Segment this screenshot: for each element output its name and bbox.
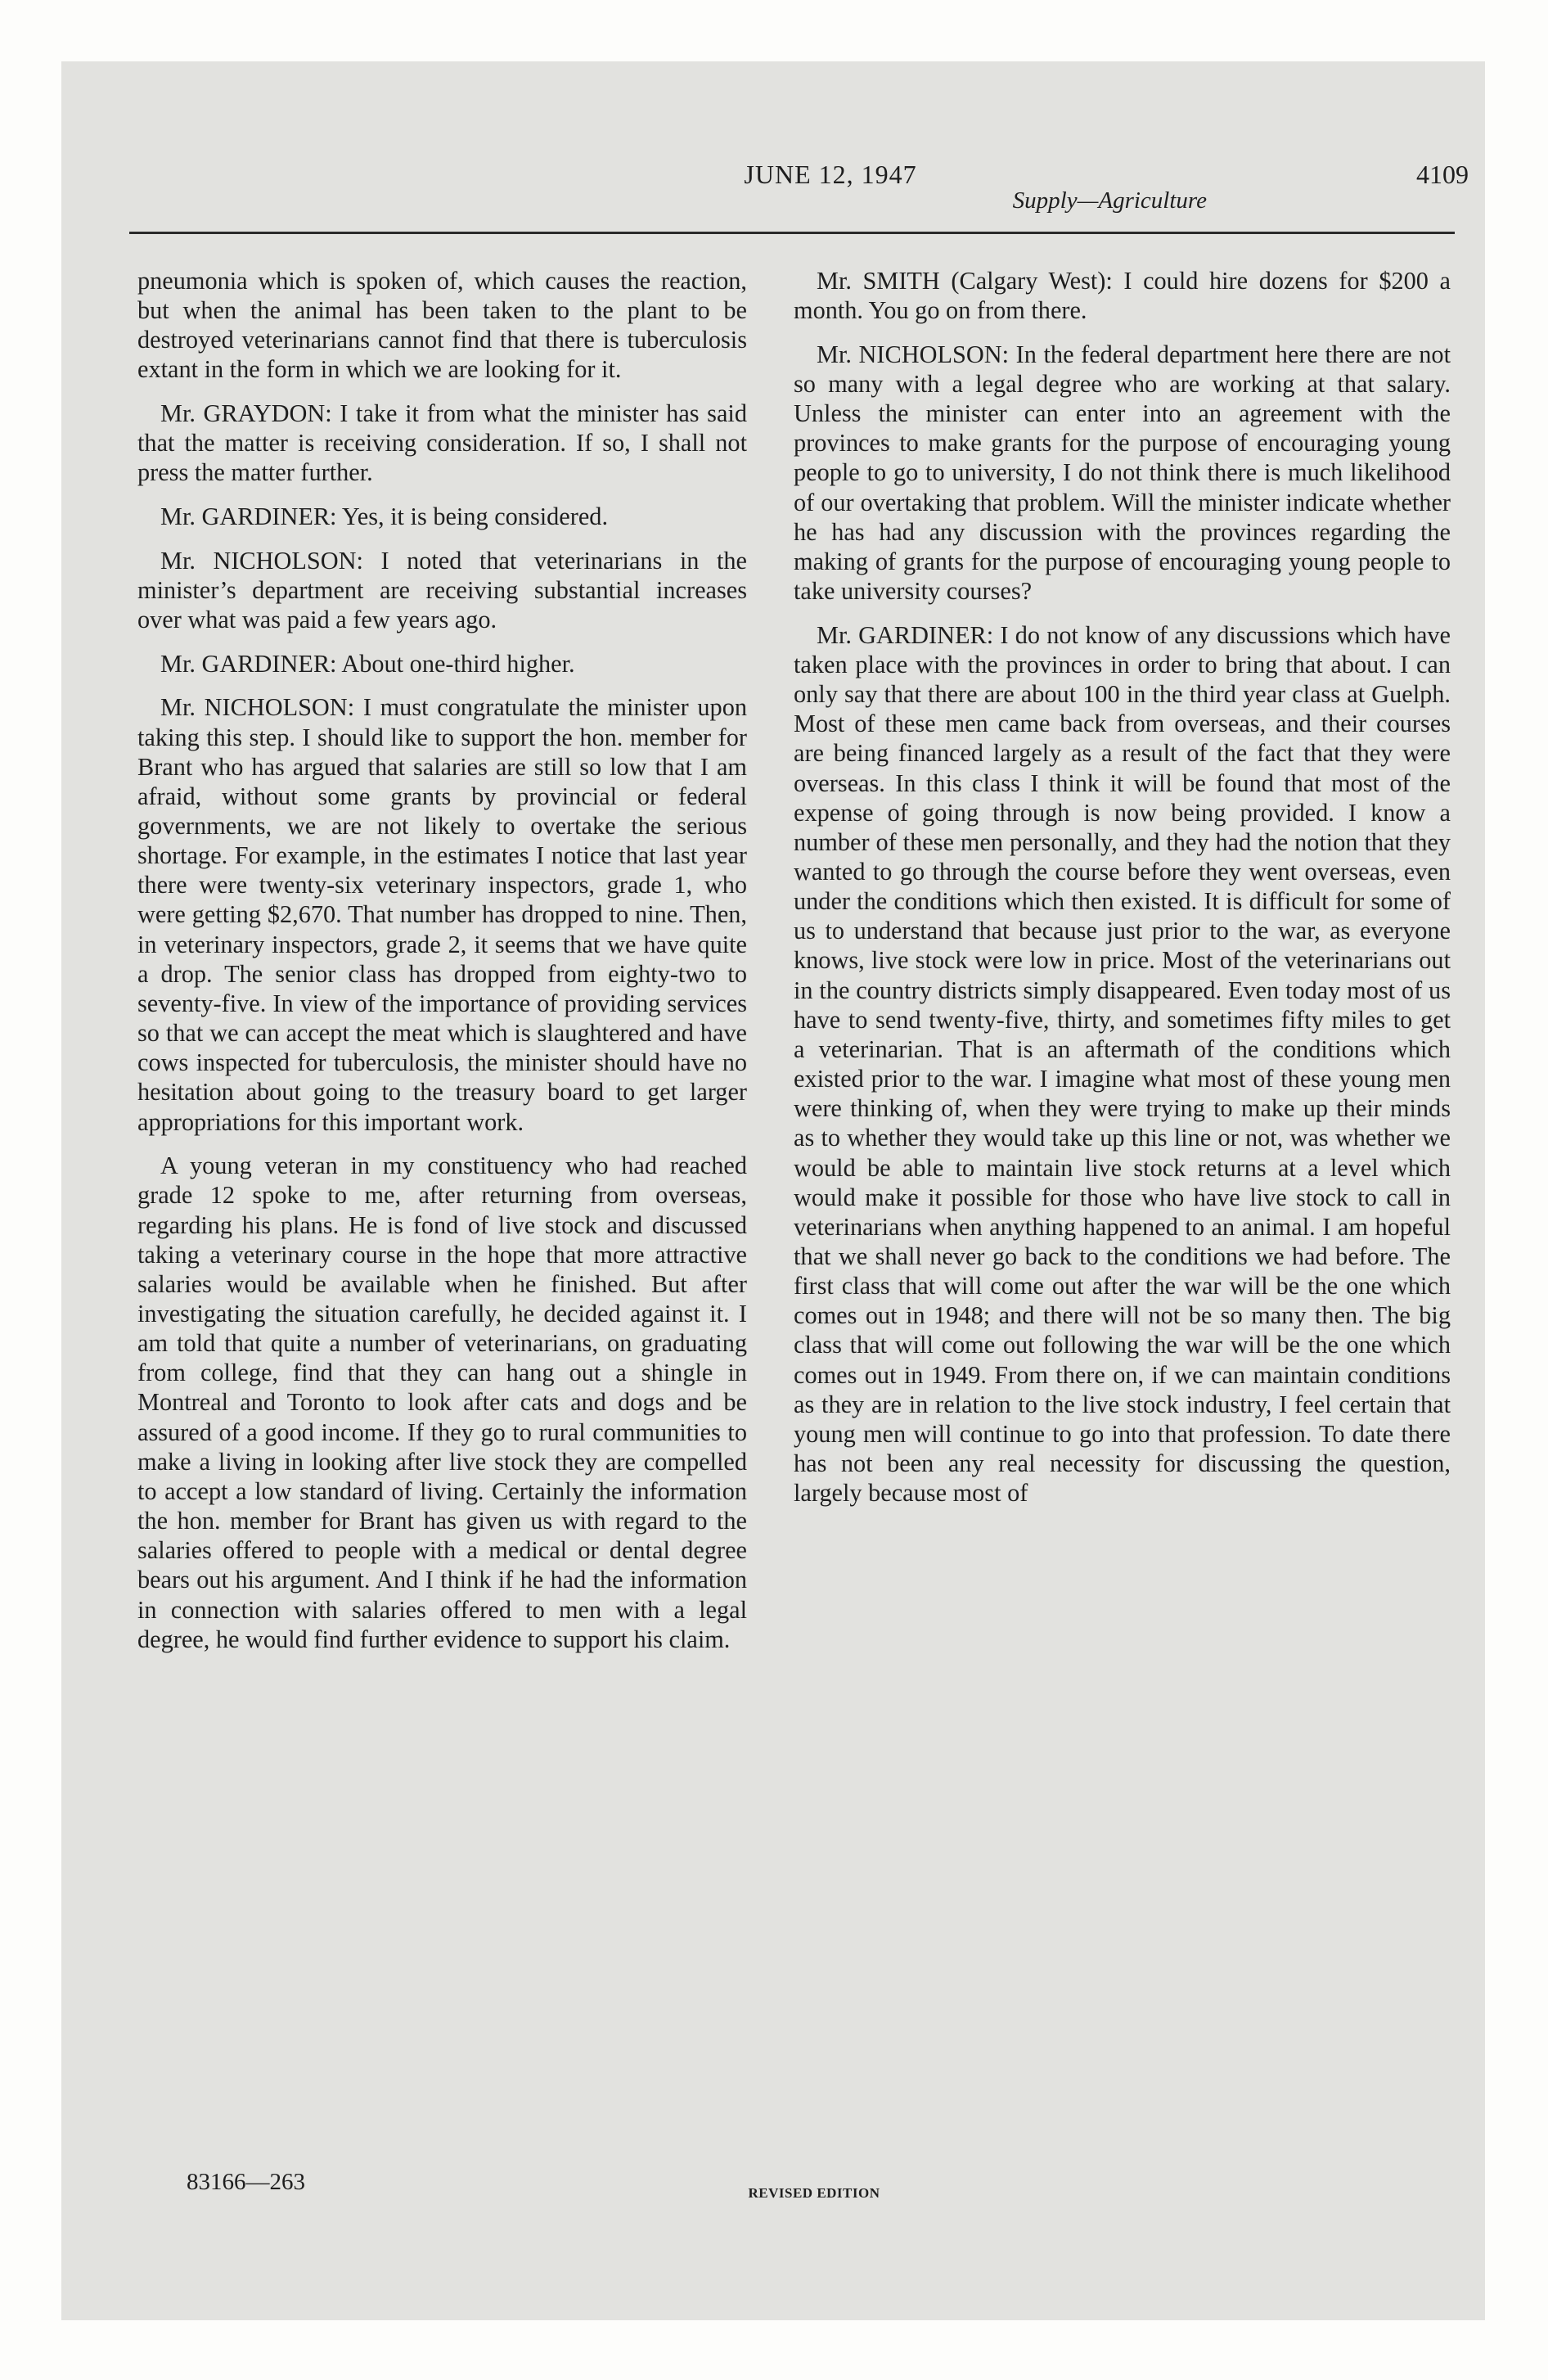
paragraph: Mr. NICHOLSON: I must congratulate the minister upon taking this step. I should like to support the hon. member for Brant who has argued that salaries are still so low that I am afraid, without some grants by provincial or federal governments, we are not likely to overtake the serious shortage. For example, in the estimates I notice that last year there were twenty-six veterinary inspectors, grade 1, who were getting $2,670. That number has dropped to nine. Then, in veterinary inspectors, grade 2, it seems that we have quite a drop. The senior class has dropped from eighty-two to seventy-five. In view of the importance of providing services so that we can accept the meat which is slaughtered and have cows inspected for tuberculosis, the minister should have no hesitation about going to the treasury board to get larger appropriations for this important work. [137,693,747,1136]
header-date: JUNE 12, 1947 [744,160,917,189]
paragraph: A young veteran in my constituency who had reached grade 12 spoke to me, after returning from overseas, regarding his plans. He is fond of live stock and discussed taking a veterinary course in the hope that more attractive salaries would be available when he finished. But after investigating the situation carefully, he decided against it. I am told that quite a number of veterinarians, on graduating from college, find that they can hang out a shingle in Montreal and Toronto to look after cats and dogs and be assured of a good income. If they go to rural communities to make a living in looking after live stock they are compelled to accept a low standard of living. Certainly the information the hon. member for Brant has given us with regard to the salaries offered to people with a medical or dental degree bears out his argument. And I think if he had the information in connection with salaries offered to men with a legal degree, he would find further evidence to support his claim. [137,1152,747,1653]
paragraph: Mr. NICHOLSON: I noted that veterinarians in the minister’s department are receiving substantial increases over what was paid a few years ago. [137,546,747,634]
paragraph: Mr. GARDINER: I do not know of any discussions which have taken place with the provinces in order to bring that about. I can only say that there are about 100 in the third year class at Guelph. Most of these men came back from overseas, and their courses are being financed largely as a result of the fact that they were overseas. In this class I think it will be found that most of the expense of going through is now being provided. I know a number of these men personally, and they had the notion that they wanted to go through the course before they went overseas, even under the conditions which then existed. It is difficult for some of us to understand that because just prior to the war, as everyone knows, live stock were low in price. Most of the veterinarians out in the country districts simply disappeared. Even today most of us have to send twenty-five, thirty, and sometimes fifty miles to get a veterinarian. That is an aftermath of the conditions which existed prior to the war. I imagine what most of these young men were thinking of, when they were trying to make up their minds as to whether they would take up this line or not, was whether we would be able to maintain live stock returns at a level which would make it possible for those who have live stock to call in veterinarians when anything happened to an animal. I am hopeful that we shall never go back to the conditions we had before. The first class that will come out after the war will be the one which comes out in 1948; and there will not be so many then. The big class that will come out following the war will be the one which comes out in 1949. From there on, if we can maintain conditions as they are in relation to the live stock industry, I feel certain that young men will continue to go into that profession. To date there has not been any real necessity for discussing the question, largely because most of [794,620,1451,1508]
page-content [61,61,1485,2320]
paragraph: Mr. NICHOLSON: In the federal department here there are not so many with a legal degree who are working at that salary. Unless the minister can enter into an agreement with the provinces to make grants for the purpose of encouraging young people to go to university, I do not think there is much likelihood of our overtaking that problem. Will the minister indicate whether he has had any discussion with the provinces regarding the making of grants for the purpose of encouraging young people to take university courses? [794,340,1451,606]
page-number: 4109 [1416,160,1469,189]
left-column [137,266,747,1668]
header-rule [129,232,1455,234]
paragraph: Mr. GARDINER: Yes, it is being considered. [160,503,609,531]
paragraph: Mr. GARDINER: About one-third higher. [160,649,575,678]
paragraph: Mr. GRAYDON: I take it from what the minister has said that the matter is receiving consideration. If so, I shall not press the matter further. [137,399,747,487]
paragraph: Mr. SMITH (Calgary West): I could hire dozens for $200 a month. You go on from there. [794,267,1451,325]
right-column [794,266,1451,1522]
paragraph: pneumonia which is spoken of, which causes the reaction, but when the animal has been taken to the plant to be destroyed veterinarians cannot find that there is tuberculosis extant in the form in which we are looking for it. [137,267,747,384]
section-title: Supply—Agriculture [1012,187,1207,214]
edition-label: REVISED EDITION [748,2185,880,2201]
scanned-page [61,61,1485,2320]
print-code: 83166—263 [187,2169,305,2195]
